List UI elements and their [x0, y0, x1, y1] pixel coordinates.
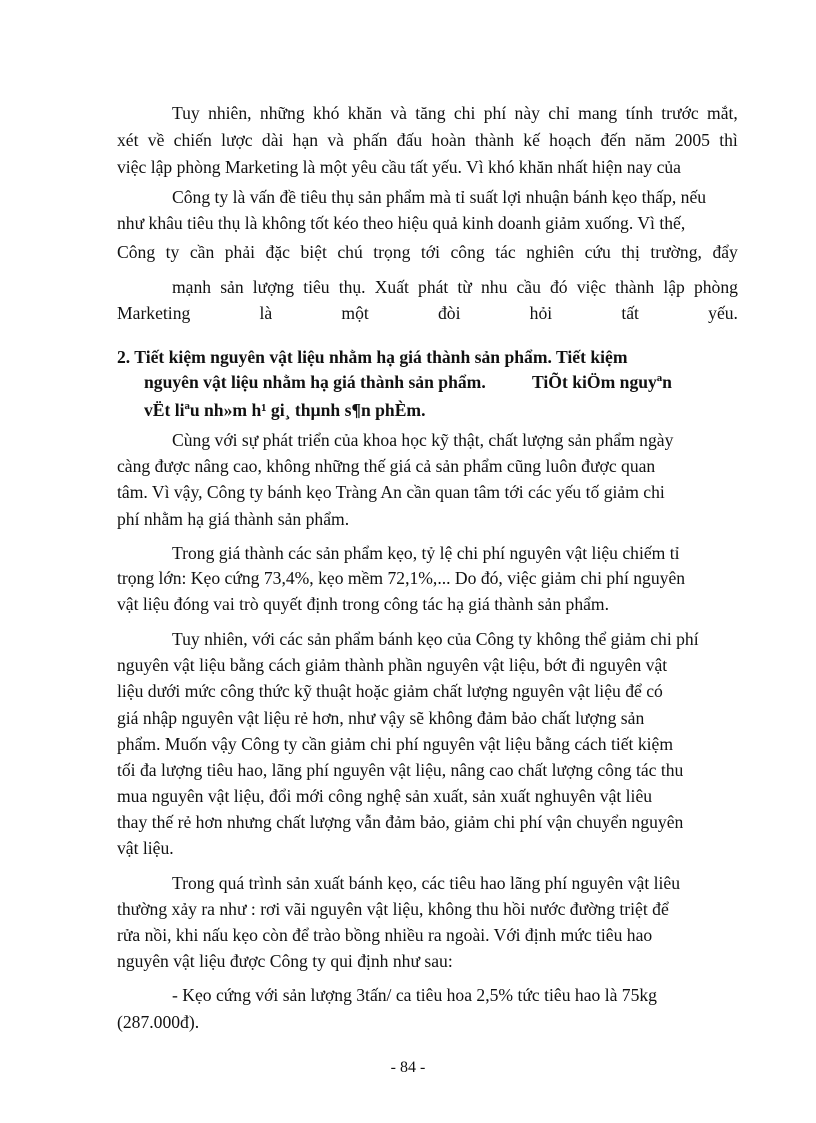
paragraph-line: vật liệu. — [117, 838, 174, 858]
word: thành — [474, 130, 514, 150]
word: đẩy — [712, 242, 738, 262]
page-number: - 84 - — [390, 1059, 426, 1076]
section-heading-garbled: TiÕt kiÖm nguyªn — [532, 372, 672, 392]
section-heading-garbled: vËt liªu nh»m h¹ gi¸ thµnh s¶n phÈm. — [144, 400, 426, 420]
paragraph-line: trọng lớn: Kẹo cứng 73,4%, kẹo mềm 72,1%,... Do đó, việc giảm chi phí nguyên — [117, 568, 686, 588]
word: lập — [663, 277, 685, 297]
section-heading: 2. Tiết kiệm nguyên vật liệu nhằm hạ giá thành sản phẩm. Tiết kiệm — [117, 347, 628, 367]
paragraph-line: nguyên vật liệu được Công ty qui định như sau: — [117, 951, 453, 971]
word: tiêu — [303, 277, 330, 297]
word: tác — [495, 242, 516, 262]
section-heading-line: nguyên vật liệu nhằm hạ giá thành sản phẩm. — [144, 372, 486, 392]
word: mang — [578, 103, 618, 123]
paragraph-line: Trong quá trình sản xuất bánh kẹo, các tiêu hao lãng phí nguyên vật liêu — [172, 873, 680, 893]
word: Marketing — [117, 303, 191, 323]
word: 2005 — [674, 130, 710, 150]
paragraph-line: nguyên vật liệu bằng cách giảm thành phần nguyên vật liệu, bớt đi nguyên vật — [117, 655, 668, 675]
paragraph-line: tối đa lượng tiêu hao, lãng phí nguyên vật liệu, nâng cao chất lượng công tác thu — [117, 760, 684, 780]
word: cầu — [516, 277, 541, 297]
word: đấu — [396, 130, 423, 150]
word: xét — [117, 130, 139, 150]
paragraph-line — [117, 129, 738, 151]
paragraph-line: liệu dưới mức công thức kỹ thuật hoặc giảm chất lượng nguyên vật liệu để có — [117, 681, 663, 701]
word: trước — [661, 103, 699, 123]
word: Công — [117, 242, 156, 262]
word: hạn — [292, 130, 319, 150]
word: cần — [189, 242, 215, 262]
word: tới — [420, 242, 440, 262]
paragraph-line: rửa nồi, khi nấu kẹo còn để trào bồng nhiều ra ngoài. Với định mức tiêu hao — [117, 925, 653, 945]
word: sản — [220, 277, 244, 297]
word: trường, — [650, 242, 702, 262]
word: đến — [600, 130, 626, 150]
word: yếu. — [708, 303, 738, 323]
word: nghiên — [526, 242, 575, 262]
word: kế — [523, 130, 540, 150]
paragraph-line: thường xảy ra như : rơi vãi nguyên vật liệu, không thu hồi nước đường triệt để — [117, 899, 669, 919]
paragraph-line: Cùng với sự phát triển của khoa học kỹ thật, chất lượng sản phẩm ngày — [172, 430, 674, 450]
word: đặc — [265, 242, 290, 262]
word: dài — [261, 130, 284, 150]
word: lược — [221, 130, 253, 150]
word: về — [147, 130, 165, 150]
paragraph-line: càng được nâng cao, không những thế giá cả sản phẩm cũng luôn được quan — [117, 456, 656, 476]
paragraph-line: giá nhập nguyên vật liệu rẻ hơn, như vậy sẽ không đảm bảo chất lượng sản — [117, 708, 645, 728]
paragraph-line: phí nhằm hạ giá thành sản phẩm. — [117, 509, 350, 529]
word: phấn — [353, 130, 388, 150]
word: mắt, — [707, 103, 738, 123]
list-item-continuation: (287.000đ). — [117, 1012, 200, 1032]
word: biệt — [300, 242, 327, 262]
word: phí — [483, 103, 507, 123]
paragraph-line: Công ty là vấn đề tiêu thụ sản phẩm mà tỉ suất lợi nhuận bánh kẹo thấp, nếu — [172, 187, 707, 207]
word: thị — [621, 242, 640, 262]
word: nhiên, — [208, 103, 252, 123]
word: trọng — [373, 242, 411, 262]
word: những — [259, 103, 305, 123]
word: hỏi — [529, 303, 553, 323]
word: lượng — [252, 277, 295, 297]
paragraph-line: mua nguyên vật liệu, đổi mới công nghệ sản xuất, sản xuất nghuyên vật liêu — [117, 786, 653, 806]
word: công — [450, 242, 485, 262]
paragraph-line — [172, 276, 738, 298]
word: thành — [615, 277, 655, 297]
paragraph-line: Trong giá thành các sản phẩm kẹo, tỷ lệ chi phí nguyên vật liệu chiếm tỉ — [172, 543, 680, 563]
word: chỉ — [548, 103, 570, 123]
word: thì — [719, 130, 738, 150]
list-item: - Kẹo cứng với sản lượng 3tấn/ ca tiêu hoa 2,5% tức tiêu hao là 75kg — [172, 985, 657, 1005]
word: thụ. — [338, 277, 366, 297]
word: khó — [313, 103, 340, 123]
word: tính — [625, 103, 653, 123]
paragraph-line — [117, 241, 738, 263]
word: cứu — [584, 242, 611, 262]
word: mạnh — [172, 277, 212, 297]
word: chú — [337, 242, 363, 262]
word: phòng — [693, 277, 738, 297]
word: từ — [457, 277, 472, 297]
word: đòi — [437, 303, 461, 323]
word: khăn — [347, 103, 382, 123]
word: hoạch — [549, 130, 592, 150]
paragraph-line — [172, 102, 738, 124]
paragraph-line: vật liệu đóng vai trò quyết định trong công tác hạ giá thành sản phẩm. — [117, 594, 610, 614]
paragraph-line: tâm. Vì vậy, Công ty bánh kẹo Tràng An cần quan tâm tới các yếu tố giảm chi — [117, 482, 665, 502]
paragraph-line: Tuy nhiên, với các sản phẩm bánh kẹo của Công ty không thể giảm chi phí — [172, 629, 699, 649]
word: một — [341, 303, 369, 323]
word: ty — [165, 242, 180, 262]
word: Xuất — [374, 277, 409, 297]
paragraph-line: thay thế rẻ hơn nhưng chất lượng vẫn đảm bảo, giảm chi phí vận chuyển nguyên — [117, 812, 684, 832]
word: tất — [621, 303, 639, 323]
word: chi — [453, 103, 476, 123]
paragraph-line: như khâu tiêu thụ là không tốt kéo theo hiệu quả kinh doanh giảm xuống. Vì thế, — [117, 213, 686, 233]
paragraph-line: phẩm. Muốn vậy Công ty cần giảm chi phí nguyên vật liệu bằng cách tiết kiệm — [117, 734, 674, 754]
word: chiến — [173, 130, 212, 150]
word: là — [259, 303, 273, 323]
word: phải — [224, 242, 256, 262]
word: đó — [550, 277, 568, 297]
word: hoàn — [431, 130, 466, 150]
word: và — [327, 130, 344, 150]
word: Tuy — [172, 103, 200, 123]
word: phát — [418, 277, 449, 297]
word: việc — [576, 277, 607, 297]
word: năm — [635, 130, 666, 150]
word: và — [390, 103, 407, 123]
word: tăng — [415, 103, 446, 123]
word: này — [514, 103, 540, 123]
paragraph-line: việc lập phòng Marketing là một yêu cầu tất yếu. Vì khó khăn nhất hiện nay của — [117, 157, 681, 177]
word: nhu — [480, 277, 508, 297]
paragraph-line-justified — [117, 302, 738, 324]
